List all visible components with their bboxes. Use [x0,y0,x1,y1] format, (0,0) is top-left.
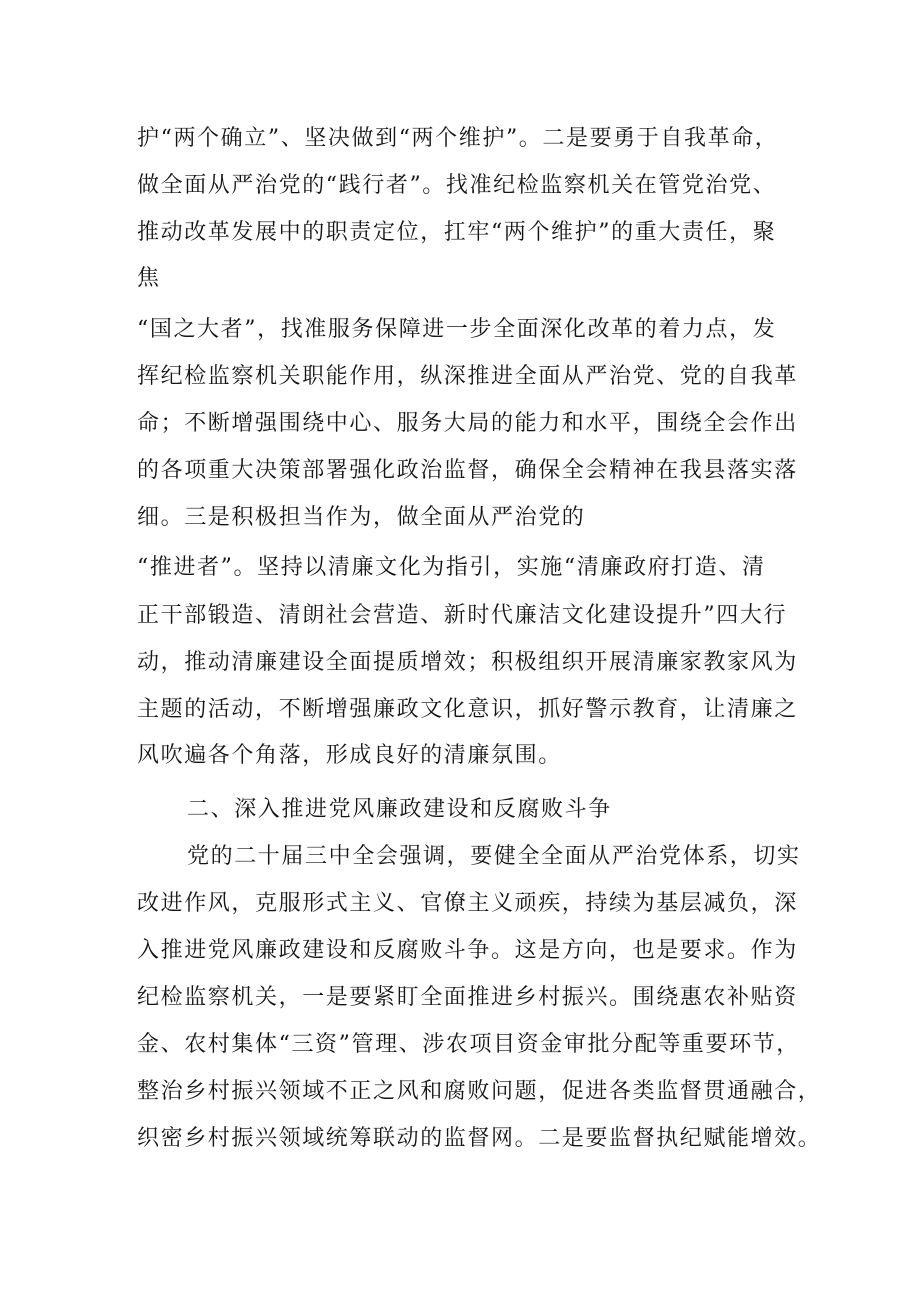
text-line: 金、农村集体“三资”管理、涉农项目资金审批分配等重要环节， [137,1032,800,1057]
text-line: “国之大者”，找准服务保障进一步全面深化改革的着力点，发 [137,317,777,342]
text-line: 主题的活动，不断增强廉政文化意识，抓好警示教育，让清廉之 [137,697,798,722]
text-line: 命；不断增强围绕中心、服务大局的能力和水平，围绕全会作出 [137,411,798,436]
text-line: 织密乡村振兴领域统筹联动的监督网。二是要监督执纪赋能增效。 [137,1126,822,1151]
text-line: 风吹遍各个角落，形成良好的清廉氛围。 [137,743,562,768]
text-line: 的各项重大决策部署强化政治监督，确保全会精神在我县落实落 [137,458,798,483]
text-line: 做全面从严治党的“践行者”。找准纪检监察机关在管党治党、 [137,173,777,198]
text-line: 党的二十届三中全会强调，要健全全面从严治党体系，切实 [187,844,801,869]
text-line: 焦 [137,266,161,291]
section-heading: 二、深入推进党风廉政建设和反腐败斗争 [187,797,612,822]
text-line: 护“两个确立”、坚决做到“两个维护”。二是要勇于自我革命， [137,126,779,151]
text-line: 推动改革发展中的职责定位，扛牢“两个维护”的重大责任，聚 [137,220,777,245]
text-line: 挥纪检监察机关职能作用，纵深推进全面从严治党、党的自我革 [137,364,798,389]
text-line: 细。三是积极担当作为，做全面从严治党的 [137,505,586,530]
text-line: “推进者”。坚持以清廉文化为指引，实施“清廉政府打造、清 [137,555,766,580]
text-line: 正干部锻造、清朗社会营造、新时代廉洁文化建设提升”四大行 [137,603,788,628]
text-line: 入推进党风廉政建设和反腐败斗争。这是方向，也是要求。作为 [137,938,798,963]
text-line: 纪检监察机关，一是要紧盯全面推进乡村振兴。围绕惠农补贴资 [137,985,798,1010]
text-line: 改进作风，克服形式主义、官僚主义顽疾，持续为基层减负，深 [137,891,798,916]
text-line: 动，推动清廉建设全面提质增效；积极组织开展清廉家教家风为 [137,650,798,675]
text-line: 整治乡村振兴领域不正之风和腐败问题，促进各类监督贯通融合， [137,1079,822,1104]
